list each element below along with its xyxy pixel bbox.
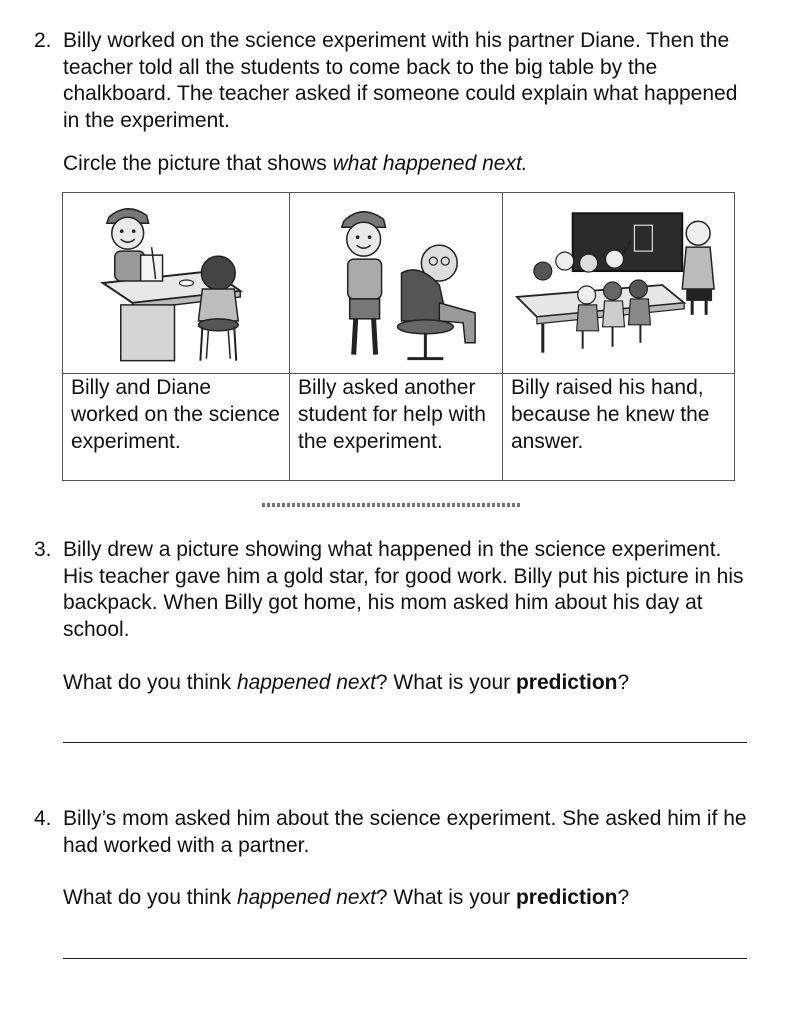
billy-talking-to-student-illustration [290, 193, 502, 373]
choice-2-caption: Billy asked another student for help with the experiment. [290, 374, 503, 481]
question-2-instruction: Circle the picture that shows what happened next. [63, 152, 528, 175]
question-3 [34, 537, 754, 643]
two-kids-working-at-table-illustration [63, 193, 289, 373]
choice-1-caption: Billy and Diane worked on the science experiment. [63, 374, 290, 481]
choice-1-picture[interactable] [63, 193, 290, 374]
question-2 [34, 28, 754, 134]
question-number: 4. [34, 807, 52, 830]
question-3-prompt: What do you think happened next? What is your prediction? [63, 671, 630, 694]
question-text: Billy drew a picture showing what happened in the science experiment. His teacher gave him a gold star, for good work. Billy put his picture in his backpack. When Billy got home, his mom asked him about his day at school. [63, 538, 744, 641]
choice-3-caption: Billy raised his hand, because he knew the answer. [503, 374, 735, 481]
question-4 [34, 806, 754, 859]
question-3-answer-line[interactable] [63, 742, 747, 743]
question-number: 3. [34, 538, 52, 561]
question-number: 2. [34, 29, 52, 52]
question-4-prompt: What do you think happened next? What is your prediction? [63, 886, 630, 909]
question-4-answer-line[interactable] [63, 958, 747, 959]
section-divider [262, 503, 520, 507]
question-text: Billy worked on the science experiment with his partner Diane. Then the teacher told all the students to come back to the big table by the chalkboard. The teacher asked if someone could explain what happened in the experiment. [63, 29, 738, 132]
choice-3-picture[interactable] [503, 193, 735, 374]
choice-2-picture[interactable] [290, 193, 503, 374]
answer-choices-table [62, 192, 735, 481]
question-text: Billy’s mom asked him about the science experiment. She asked him if he had worked with a partner. [63, 807, 747, 857]
class-at-chalkboard-illustration [503, 193, 734, 373]
